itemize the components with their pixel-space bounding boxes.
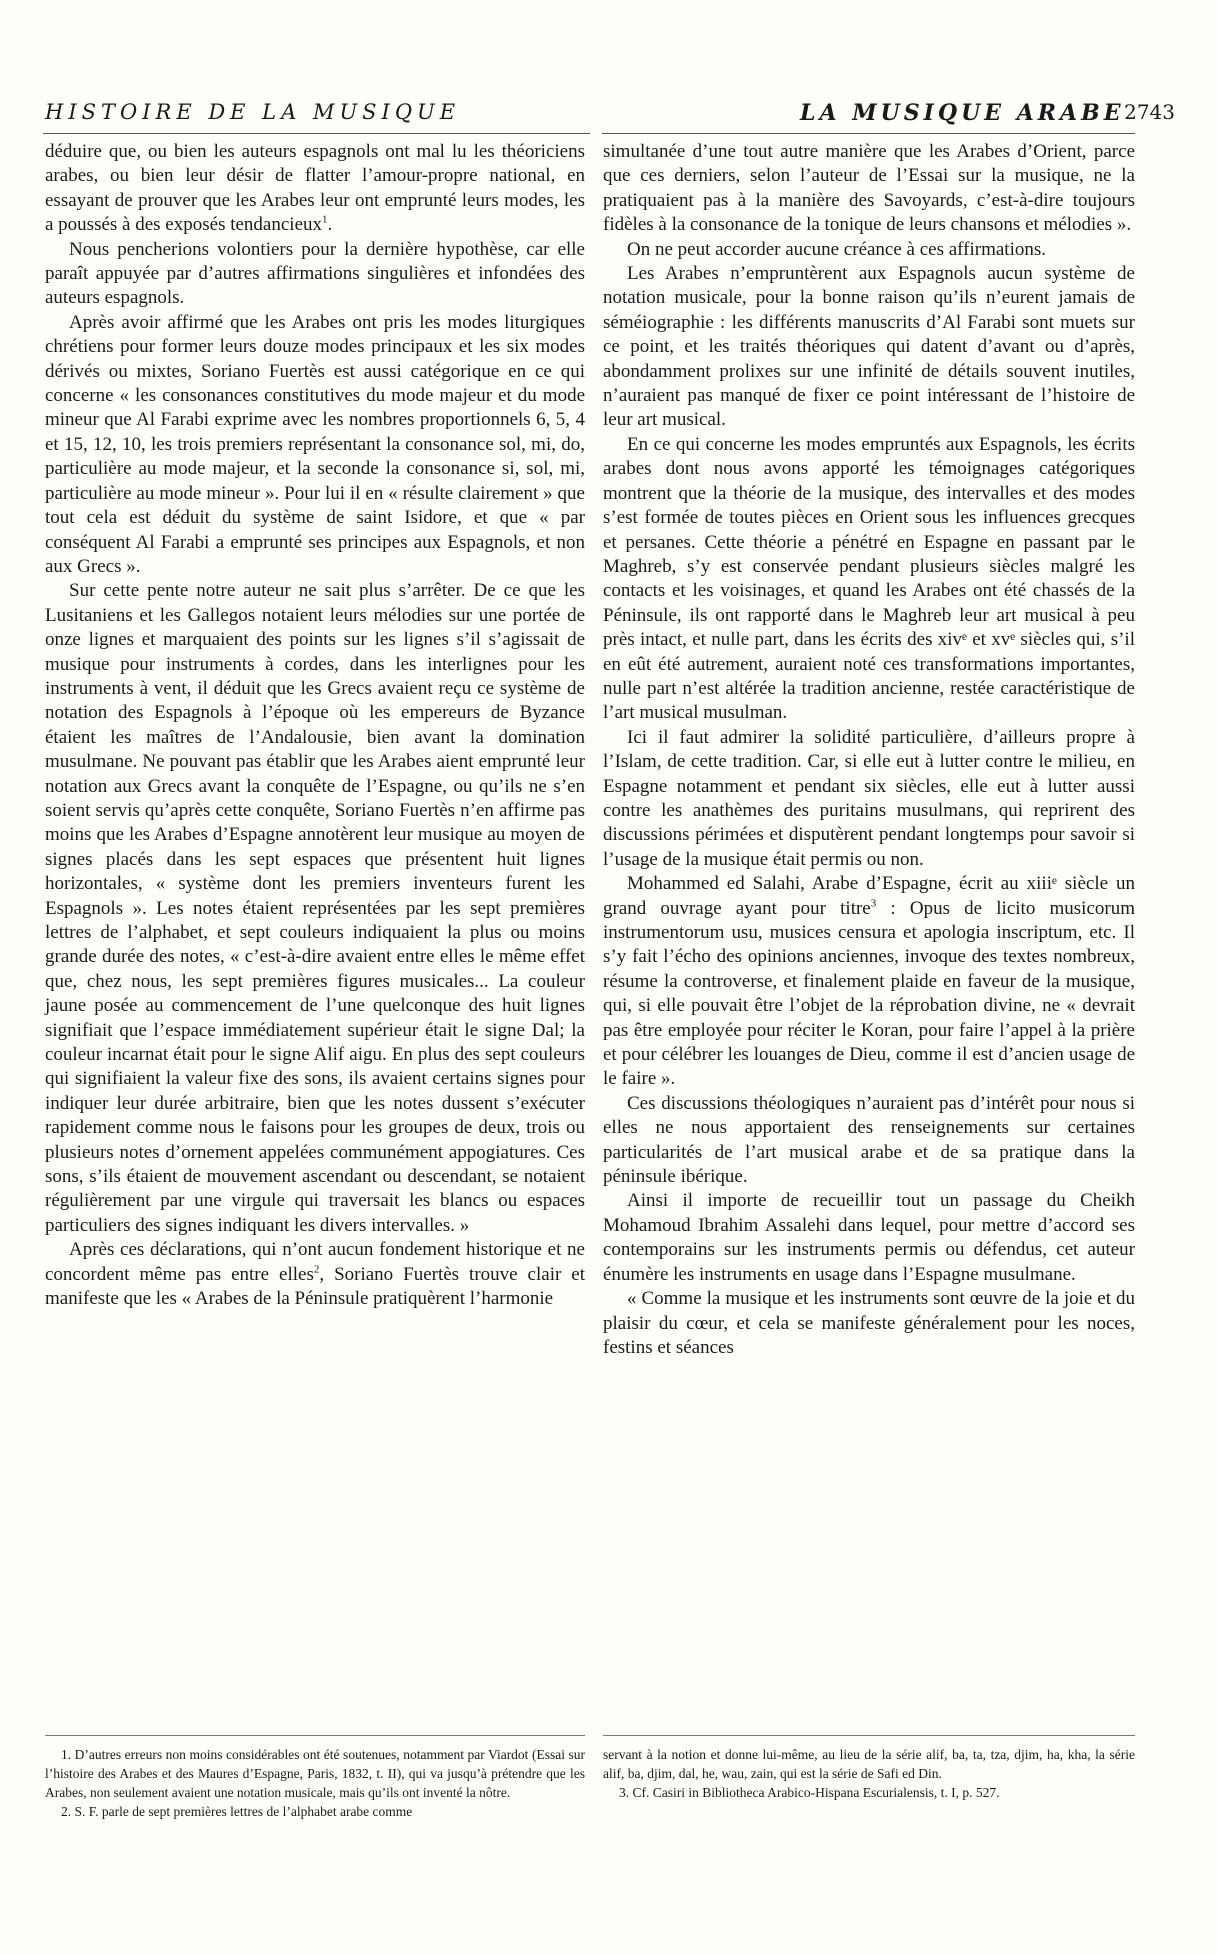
- paragraph: Sur cette pente notre auteur ne sait plus s’arrêter. De ce que les Lusitaniens et les Gallegos notaient leurs mélodies sur une portée de onze lignes et marquaient des points sur les lignes s’il s’agissait de musique pour instruments à cordes, dans les interlignes pour les instruments à vent, il déduit que les Grecs avaient reçu ce système de notation des Espagnols à l’époque où les empereurs de Byzance étaient les maîtres de l’Andalousie, bien avant la domination musulmane. Ne pouvant pas établir que les Arabes aient emprunté leur notation aux Grecs avant la conquête de l’Espagne, ou qu’ils ne s’en soient servis qu’après cette conquête, Soriano Fuertès n’en affirme pas moins que les Arabes d’Espagne annotèrent leur musique au moyen de signes placés dans les sept espaces que présentent huit lignes horizontales, « système dont les premiers inventeurs furent les Espagnols ». Les notes étaient représentées par les sept premières lettres de l’alphabet, et sept couleurs indiquaient la plus ou moins grande durée des notes, « c’est-à-dire avaient entre elles le même effet que, chez nous, les sept premières figures musicales... La couleur jaune posée au commencement de l’une quelconque des huit lignes signifiait que l’espace immédiatement supérieur était le signe Dal; la couleur incarnat était pour le signe Alif aigu. En plus des sept couleurs qui signifiaient la valeur fixe des sons, ils avaient certains signes pour indiquer leur durée arbitraire, bien que les notes dussent s’exécuter rapidement comme nous le faisons pour les groupes de deux, trois ou plusieurs notes d’ornement appelées communément appogiatures. Ces sons, s’ils étaient de mouvement ascendant ou descendant, se notaient régulièrement par une virgule qui traversait les blancs ou espaces particuliers des signes indiquant les divers intervalles. »: [45, 580, 585, 1236]
- paragraph: Ainsi il importe de recueillir tout un passage du Cheikh Mohamoud Ibrahim Assalehi dans lequel, pour mettre d’accord ses contemporains sur les instruments permis ou défendus, cet auteur énumère les instruments en usage dans l’Espagne musulmane.: [603, 1190, 1135, 1285]
- paragraph-text: Mohammed ed Salahi, Arabe d’Espagne, écrit au xiiiᵉ siècle un grand ouvrage ayant pour titre: [603, 873, 1135, 919]
- paragraph: Les Arabes n’empruntèrent aux Espagnols aucun système de notation musicale, pour la bonne raison qu’ils n’eurent jamais de séméiographie : les différents manuscrits d’Al Farabi sont muets sur ce point, et les traités théoriques qui datent d’avant ou d’après, abondamment prolixes sur une infinité de détails souvent inutiles, n’auraient pas manqué de fixer ce point intéressant de l’histoire de leur art musical.: [603, 263, 1135, 431]
- footnote: 3. Cf. Casiri in Bibliotheca Arabico-Hispana Escurialensis, t. I, p. 527.: [619, 1785, 1000, 1800]
- footnotes-right: [603, 1745, 1135, 1802]
- paragraph: « Comme la musique et les instruments sont œuvre de la joie et du plaisir du cœur, et cela se manifeste généralement pour les noces, festins et séances: [603, 1288, 1135, 1358]
- paragraph-text: .: [327, 214, 333, 236]
- paragraph: simultanée d’une tout autre manière que les Arabes d’Orient, parce que ces derniers, selon l’auteur de l’Essai sur la musique, ne la pratiquaient pas à la manière des Savoyards, c’est-à-dire toujours fidèles à la consonance de la tonique de leurs chansons et mélodies ».: [603, 141, 1135, 236]
- footnotes-left: [45, 1745, 585, 1821]
- paragraph: On ne peut accorder aucune créance à ces affirmations.: [627, 238, 1047, 260]
- footnote: 2. S. F. parle de sept premières lettres de l’alphabet arabe comme: [61, 1804, 413, 1819]
- header-rule-left: [43, 133, 590, 134]
- paragraph-text: , Soriano Fuertès trouve clair et manifeste que les « Arabes de la Péninsule pratiquèrent l’harmonie: [45, 1263, 585, 1310]
- paragraph: Nous pencherions volontiers pour la dernière hypothèse, car elle paraît appuyée par d’autres affirmations singulières et infondées des auteurs espagnols.: [45, 238, 585, 309]
- paragraph: [603, 872, 1135, 1092]
- paragraph: En ce qui concerne les modes empruntés aux Espagnols, les écrits arabes dont nous avons apporté les témoignages catégoriques montrent que la théorie de la musique, des intervalles et des modes s’est formée de toutes pièces en Orient sous les influences grecques et persanes. Cette théorie a pénétré en Espagne en passant par le Maghreb, s’y est conservée pendant plusieurs siècles malgré les contacts et les voisinages, et quand les Arabes ont été chassés de la Péninsule, ils ont rapporté dans le Maghreb leur art musical à peu près intact, et nulle part, dans les écrits des xivᵉ et xvᵉ siècles qui, s’il en eût été autrement, auraient noté ces transformations importantes, nulle part n’est altérée la tradition ancienne, restée caractéristique de l’art musical musulman.: [603, 433, 1135, 724]
- running-head: [45, 100, 1175, 130]
- paragraph: Ici il faut admirer la solidité particulière, d’ailleurs propre à l’Islam, de cette tradition. Car, si elle eut à lutter contre le milieu, en Espagne notamment et pendant six siècles, elle eut à lutter aussi contre les anathèmes des puritains musulmans, qui reprirent des discussions périmées et disputèrent pendant longtemps pour savoir si l’usage de la musique était permis ou non.: [603, 726, 1135, 870]
- right-column: [603, 140, 1135, 1360]
- paragraph: [45, 140, 585, 238]
- paragraph-text: Après ces déclarations, qui n’ont aucun fondement historique et ne concordent même pas entre elles: [45, 1239, 585, 1285]
- running-head-right: LA MUSIQUE ARABE: [800, 100, 1125, 126]
- paragraph: Ces discussions théologiques n’auraient pas d’intérêt pour nous si elles ne nous apportaient des renseignements sur certaines particularités de l’art musical arabe et de sa pratique dans la péninsule ibérique.: [603, 1092, 1135, 1188]
- paragraph-text: déduire que, ou bien les auteurs espagnols ont mal lu les théoriciens arabes, ou bien leur désir de flatter l’amour-propre national, en essayant de prouver que les Arabes leur ont emprunté leurs modes, les a poussés à des exposés tendancieux: [45, 141, 585, 236]
- paragraph: [45, 1238, 585, 1311]
- footnote-ref[interactable]: 2: [313, 1263, 320, 1276]
- paragraph: Après avoir affirmé que les Arabes ont pris les modes liturgiques chrétiens pour former leurs douze modes principaux et les six modes dérivés ou mixtes, Soriano Fuertès est aussi catégorique en ce qui concerne « les consonances constitutives du mode majeur et du mode mineur que Al Farabi exprime avec les nombres proportionnels 6, 5, 4 et 15, 12, 10, les trois premiers représentant la consonance sol, mi, do, particulière au mode majeur, et la seconde la consonance si, sol, mi, particulière au mode mineur ». Pour lui il en « résulte clairement » que tout cela est déduit du système de saint Isidore, et que « par conséquent Al Farabi a emprunté ses principes aux Espagnols, et non aux Grecs ».: [45, 311, 585, 577]
- footnote-separator: [603, 1735, 1135, 1736]
- page-number: 2743: [1124, 100, 1175, 124]
- footnote-ref[interactable]: 1: [322, 213, 328, 226]
- paragraph-text: : Opus de licito musicorum instrumentorum usu, musices censura et apologia inscriptum, etc. Il s’y fait l’écho des opinions anciennes, invoque des textes nombreux, résume la controverse, et finalement plaide en faveur de la musique, qui, si elle pouvait être l’objet de la réprobation divine, ne « devrait pas être employée pour réciter le Koran, pour faire l’appel à la prière et pour célébrer les louanges de Dieu, comme il est d’ancien usage de le faire ».: [603, 897, 1135, 1090]
- footnote-separator: [45, 1735, 585, 1736]
- header-rule-right: [602, 133, 1135, 134]
- left-column: [45, 140, 585, 1312]
- footnote-ref[interactable]: 3: [870, 897, 877, 910]
- footnote-continuation: servant à la notion et donne lui-même, au lieu de la série alif, ba, ta, tza, djim, ha, kha, la série alif, ba, djim, dal, he, wau, zain, qui est la série de Safi ed Din.: [603, 1747, 1135, 1781]
- running-head-left: HISTOIRE DE LA MUSIQUE: [45, 100, 461, 124]
- footnote: 1. D’autres erreurs non moins considérables ont été soutenues, notamment par Viardot (Essai sur l’histoire des Arabes et des Maures d’Espagne, Paris, 1832, t. II), qui va jusqu’à prétendre que les Arabes, non seulement avaient une notation musicale, mais qu’ils ont inventé la nôtre.: [45, 1747, 585, 1800]
